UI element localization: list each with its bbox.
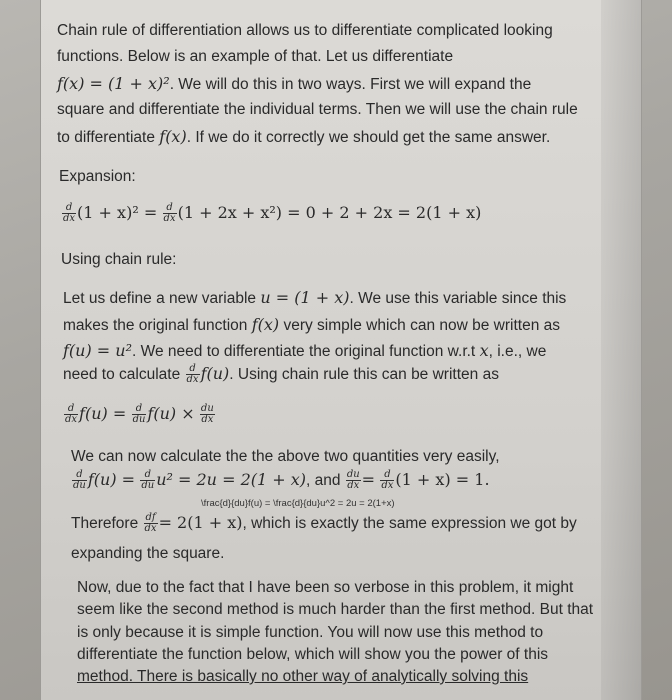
intro-text-3: . We will do this in two ways. First we will expand the bbox=[169, 76, 532, 93]
frac-num: d bbox=[72, 470, 87, 481]
frac-num: d bbox=[132, 404, 147, 415]
intro-text-4: square and differentiate the individual terms. Then we will use the chain rule bbox=[57, 101, 578, 118]
closing-line-5 bbox=[77, 668, 528, 686]
therefore-text: Therefore bbox=[71, 515, 139, 532]
calc-equation bbox=[71, 470, 490, 491]
chain-text-3b: , i.e., we bbox=[488, 343, 547, 360]
chain-line-4 bbox=[63, 364, 499, 385]
chain-math-x: x bbox=[479, 341, 489, 360]
frac-den: du bbox=[141, 480, 155, 492]
raw-latex-text: \frac{d}{du}f(u) = \frac{d}{du}u^2 = 2u = 2(1+x) bbox=[201, 498, 395, 509]
expansion-eq-b: (1 + 2x + x²) = 0 + 2 + 2x = 2(1 + x) bbox=[177, 203, 482, 222]
frac-den: du bbox=[73, 480, 86, 492]
intro-text-1: Chain rule of differentiation allows us to differentiate complicated looking bbox=[57, 22, 553, 39]
intro-line-2 bbox=[57, 48, 453, 66]
frac-du-dx-1 bbox=[200, 404, 215, 425]
frac-num: d bbox=[380, 470, 394, 481]
closing-line-4 bbox=[77, 646, 548, 664]
chain-line-3 bbox=[63, 341, 546, 361]
frac-num: d bbox=[140, 470, 155, 481]
expansion-equation bbox=[61, 203, 481, 224]
chain-heading bbox=[61, 251, 176, 269]
chain-eq-b: f(u) × bbox=[147, 404, 195, 423]
frac-d-dx-1 bbox=[62, 203, 76, 224]
chain-text-2b: very simple which can now be written as bbox=[283, 317, 560, 334]
frac-den: dx bbox=[347, 480, 360, 492]
chain-text-2a: makes the original function bbox=[63, 317, 248, 334]
closing-line-2 bbox=[77, 601, 593, 619]
intro-line-4 bbox=[57, 101, 578, 119]
expanding-line bbox=[71, 545, 224, 563]
frac-num: du bbox=[346, 469, 360, 481]
frac-d-du-1 bbox=[132, 404, 147, 425]
chain-math-fx: f(x) bbox=[251, 315, 280, 334]
frac-df-dx bbox=[144, 513, 158, 534]
content-card bbox=[40, 0, 642, 700]
frac-den: dx bbox=[65, 414, 78, 426]
closing-text-2: seem like the second method is much harder than the first method. But that bbox=[77, 601, 594, 618]
closing-line-1 bbox=[77, 579, 573, 597]
frac-num: d bbox=[186, 364, 200, 375]
closing-line-3 bbox=[77, 624, 543, 642]
calc-eq-a: f(u) = bbox=[87, 470, 136, 489]
chain-eq-a: f(u) = bbox=[79, 404, 127, 423]
chain-math-u: u = (1 + x) bbox=[260, 288, 350, 307]
frac-den: dx bbox=[163, 213, 176, 225]
calc-text: We can now calculate the the above two quantities very easily, bbox=[71, 448, 500, 465]
closing-text-1: Now, due to the fact that I have been so verbose in this problem, it might bbox=[77, 579, 574, 596]
chain-math-fu: f(u) = u² bbox=[63, 341, 133, 360]
frac-du-dx-2 bbox=[346, 470, 361, 491]
intro-text-5a: to differentiate bbox=[57, 129, 155, 146]
chain-text-1b: . We use this variable since this bbox=[349, 290, 567, 307]
frac-den: dx bbox=[63, 213, 76, 225]
closing-text-3: is only because it is simple function. You will now use this method to bbox=[77, 624, 544, 641]
chain-text-1a: Let us define a new variable bbox=[63, 290, 257, 307]
frac-den: dx bbox=[144, 523, 157, 535]
card-shadow bbox=[601, 0, 641, 700]
frac-den: dx bbox=[381, 480, 394, 492]
intro-text-5b: . If we do it correctly we should get the same answer. bbox=[186, 129, 551, 146]
frac-den: du bbox=[132, 414, 146, 426]
chain-math-fu-2: f(u) bbox=[200, 364, 230, 383]
therefore-math: = 2(1 + x) bbox=[158, 513, 243, 532]
expanding-text: expanding the square. bbox=[71, 545, 225, 562]
closing-text-4: differentiate the function below, which will show you the power of this bbox=[77, 646, 549, 663]
calc-line bbox=[71, 448, 500, 466]
frac-d-dx-2 bbox=[163, 203, 177, 224]
intro-math-fx-2: f(x) bbox=[159, 127, 187, 146]
frac-d-du-3 bbox=[140, 470, 155, 491]
expansion-eq-a: (1 + x)² = bbox=[77, 203, 158, 222]
intro-math-fx: f(x) = (1 + x)² bbox=[57, 74, 170, 93]
frac-num: df bbox=[145, 512, 156, 524]
expansion-heading-text: Expansion: bbox=[59, 168, 136, 185]
frac-den: dx bbox=[186, 374, 199, 386]
frac-d-dx-4 bbox=[64, 404, 78, 425]
expansion-heading bbox=[59, 168, 136, 186]
therefore-text-2: , which is exactly the same expression we got by bbox=[242, 515, 577, 532]
calc-eq-b: u² = 2u = 2(1 + x) bbox=[156, 470, 307, 489]
chain-rule-equation bbox=[63, 404, 216, 425]
intro-line-3 bbox=[57, 74, 531, 94]
calc-eq-c: = bbox=[361, 470, 376, 489]
chain-heading-text: Using chain rule: bbox=[61, 251, 177, 268]
frac-den: dx bbox=[201, 414, 214, 426]
closing-text-5: method. There is basically no other way of analytically solving this bbox=[77, 668, 529, 685]
intro-line-1 bbox=[57, 22, 553, 40]
frac-d-dx-3 bbox=[186, 364, 200, 385]
therefore-line bbox=[71, 513, 577, 534]
chain-text-4b: . Using chain rule this can be written as bbox=[229, 366, 499, 383]
frac-d-du-2 bbox=[72, 470, 87, 491]
frac-num: du bbox=[200, 403, 214, 415]
frac-num: d bbox=[64, 404, 78, 415]
chain-text-4a: need to calculate bbox=[63, 366, 181, 383]
chain-line-1 bbox=[63, 288, 566, 308]
frac-num: d bbox=[163, 203, 177, 214]
frac-d-dx-5 bbox=[380, 470, 394, 491]
chain-text-3a: . We need to differentiate the original function w.r.t bbox=[132, 343, 476, 360]
raw-latex-tooltip bbox=[201, 498, 395, 509]
calc-and: , and bbox=[306, 472, 341, 489]
intro-text-2: functions. Below is an example of that. Let us differentiate bbox=[57, 48, 454, 65]
chain-line-2 bbox=[63, 315, 560, 335]
frac-num: d bbox=[62, 203, 76, 214]
intro-line-5 bbox=[57, 127, 550, 147]
calc-eq-d: (1 + x) = 1. bbox=[395, 470, 490, 489]
